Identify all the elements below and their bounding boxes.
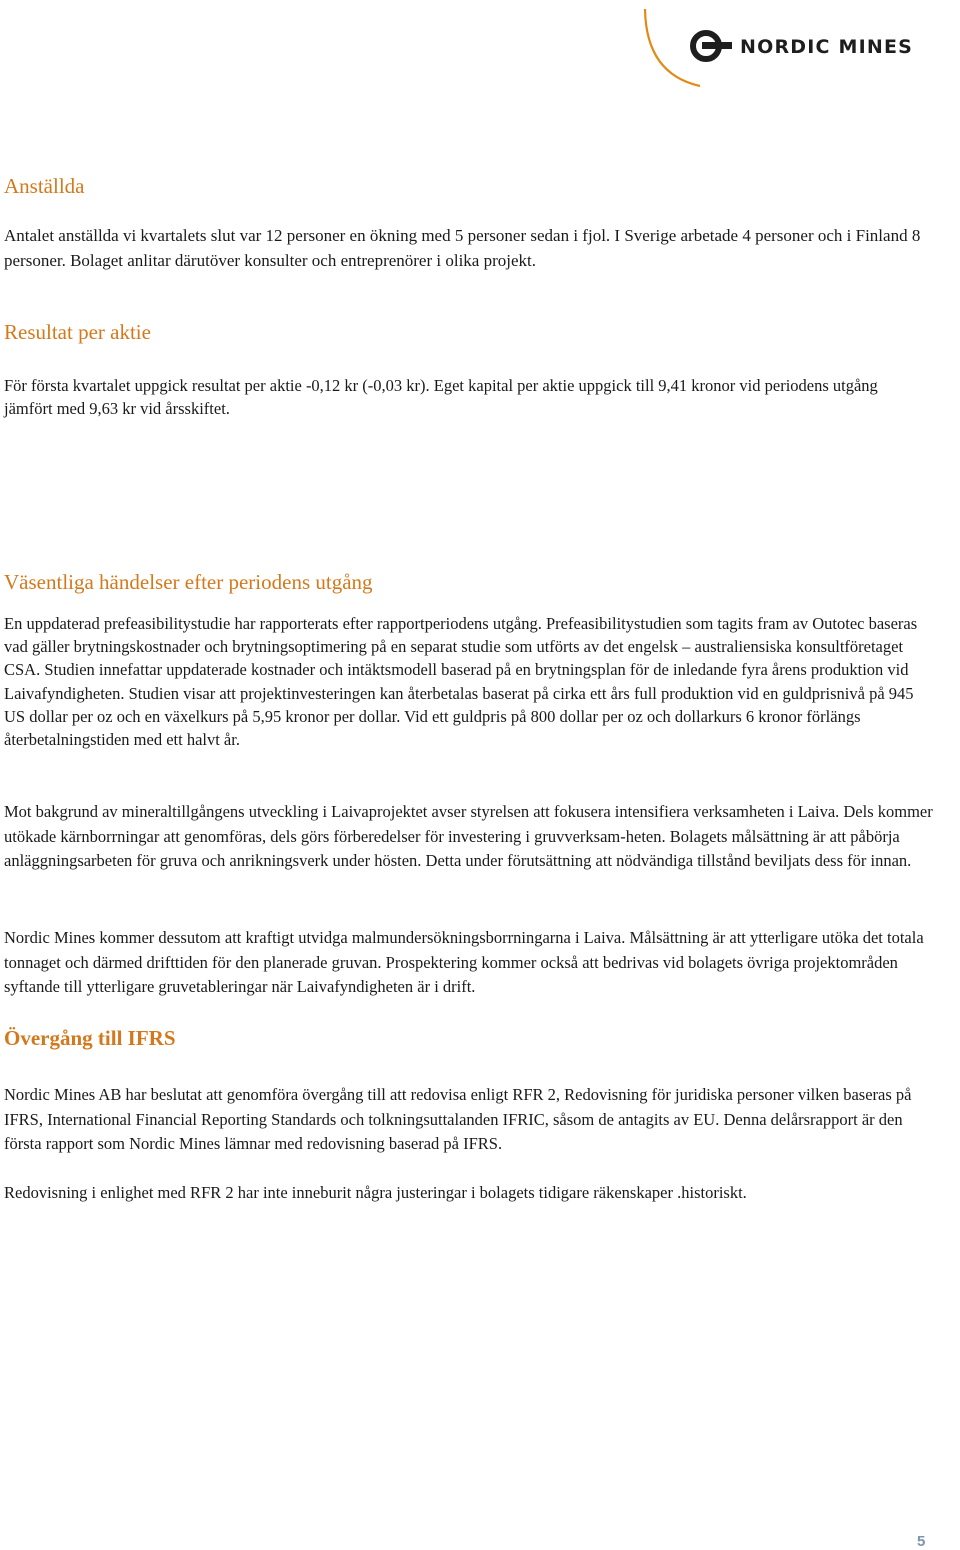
paragraph-anstallda: Antalet anställda vi kvartalets slut var 12 personer en ökning med 5 personer sedan i fjol. I Sverige arbetade 4 personer och i Finland 8 personer. Bolaget anlitar därutöver konsulter och entreprenörer i olika projekt. — [4, 226, 921, 270]
heading-resultat-per-aktie: Resultat per aktie — [4, 320, 151, 344]
heading-overgang-ifrs: Övergång till IFRS — [4, 1026, 176, 1050]
paragraph-ifrs-1: Nordic Mines AB har beslutat att genomföra övergång till att redovisa enligt RFR 2, Redovisning för juridiska personer vilken baseras på IFRS, International Financial Reporting Standards och tolkningsuttalanden IFRIC, såsom de antagits av EU. Denna delårsrapport är den första rapport som Nordic Mines lämnar med redovisning baserad på IFRS. — [4, 1085, 912, 1153]
paragraph-vasentliga-2: Mot bakgrund av mineraltillgångens utveckling i Laivaprojektet avser styrelsen att fokusera intensifiera verksamheten i Laiva. Dels kommer utökade kärnborrningar att genomföras, dels görs förberedelser för investering i gruvverksam-heten. Bolagets målsättning är att påbörja anläggningsarbeten för gruva och anrikningsverk under hösten. Detta under förutsättning att nödvändiga tillstånd beviljats dess för innan. — [4, 802, 933, 870]
paragraph-vasentliga-1: En uppdaterad prefeasibilitystudie har rapporterats efter rapportperiodens utgång. Prefeasibilitystudien som tagits fram av Outotec baseras vad gäller brytningskostnader och brytningsoptimering på en separat studie som utförts av det engelsk – australiensiska konsultföretaget CSA. Studien innefattar uppdaterade kostnader och intäktsmodell baserad på en brytningsplan för de inledande fyra årens produktion vid Laivafyndigheten. Studien visar att projektinvesteringen kan återbetalas baserat på cirka ett års full produktion vid en guldprisnivå på 945 US dollar per oz och en växelkurs på 5,95 kronor per dollar. Vid ett guldpris på 800 dollar per oz och dollarkurs 6 kronor förlängs återbetalningstiden med ett halvt år. — [4, 614, 918, 750]
logo-wordmark: NORDIC MINES — [740, 36, 914, 58]
nordic-mines-logo — [636, 4, 952, 90]
page-number: 5 — [917, 1533, 926, 1550]
paragraph-ifrs-2: Redovisning i enlighet med RFR 2 har inte inneburit några justeringar i bolagets tidigare räkenskaper .historiskt. — [4, 1183, 747, 1202]
heading-anstallda: Anställda — [4, 174, 85, 198]
paragraph-vasentliga-3: Nordic Mines kommer dessutom att kraftigt utvidga malmundersökningsborrningarna i Laiva. Målsättning är att ytterligare utöka det totala tonnaget och därmed drifttiden för den planerade gruvan. Prospektering kommer också att bedrivas vid bolagets övriga projektområden syftande till ytterligare gruvetableringar när Laivafyndigheten är i drift. — [4, 928, 924, 996]
heading-vasentliga-handelser: Väsentliga händelser efter periodens utgång — [4, 570, 373, 594]
paragraph-resultat: För första kvartalet uppgick resultat per aktie -0,12 kr (-0,03 kr). Eget kapital per aktie uppgick till 9,41 kronor vid periodens utgång jämfört med 9,63 kr vid årsskiftet. — [4, 376, 878, 419]
